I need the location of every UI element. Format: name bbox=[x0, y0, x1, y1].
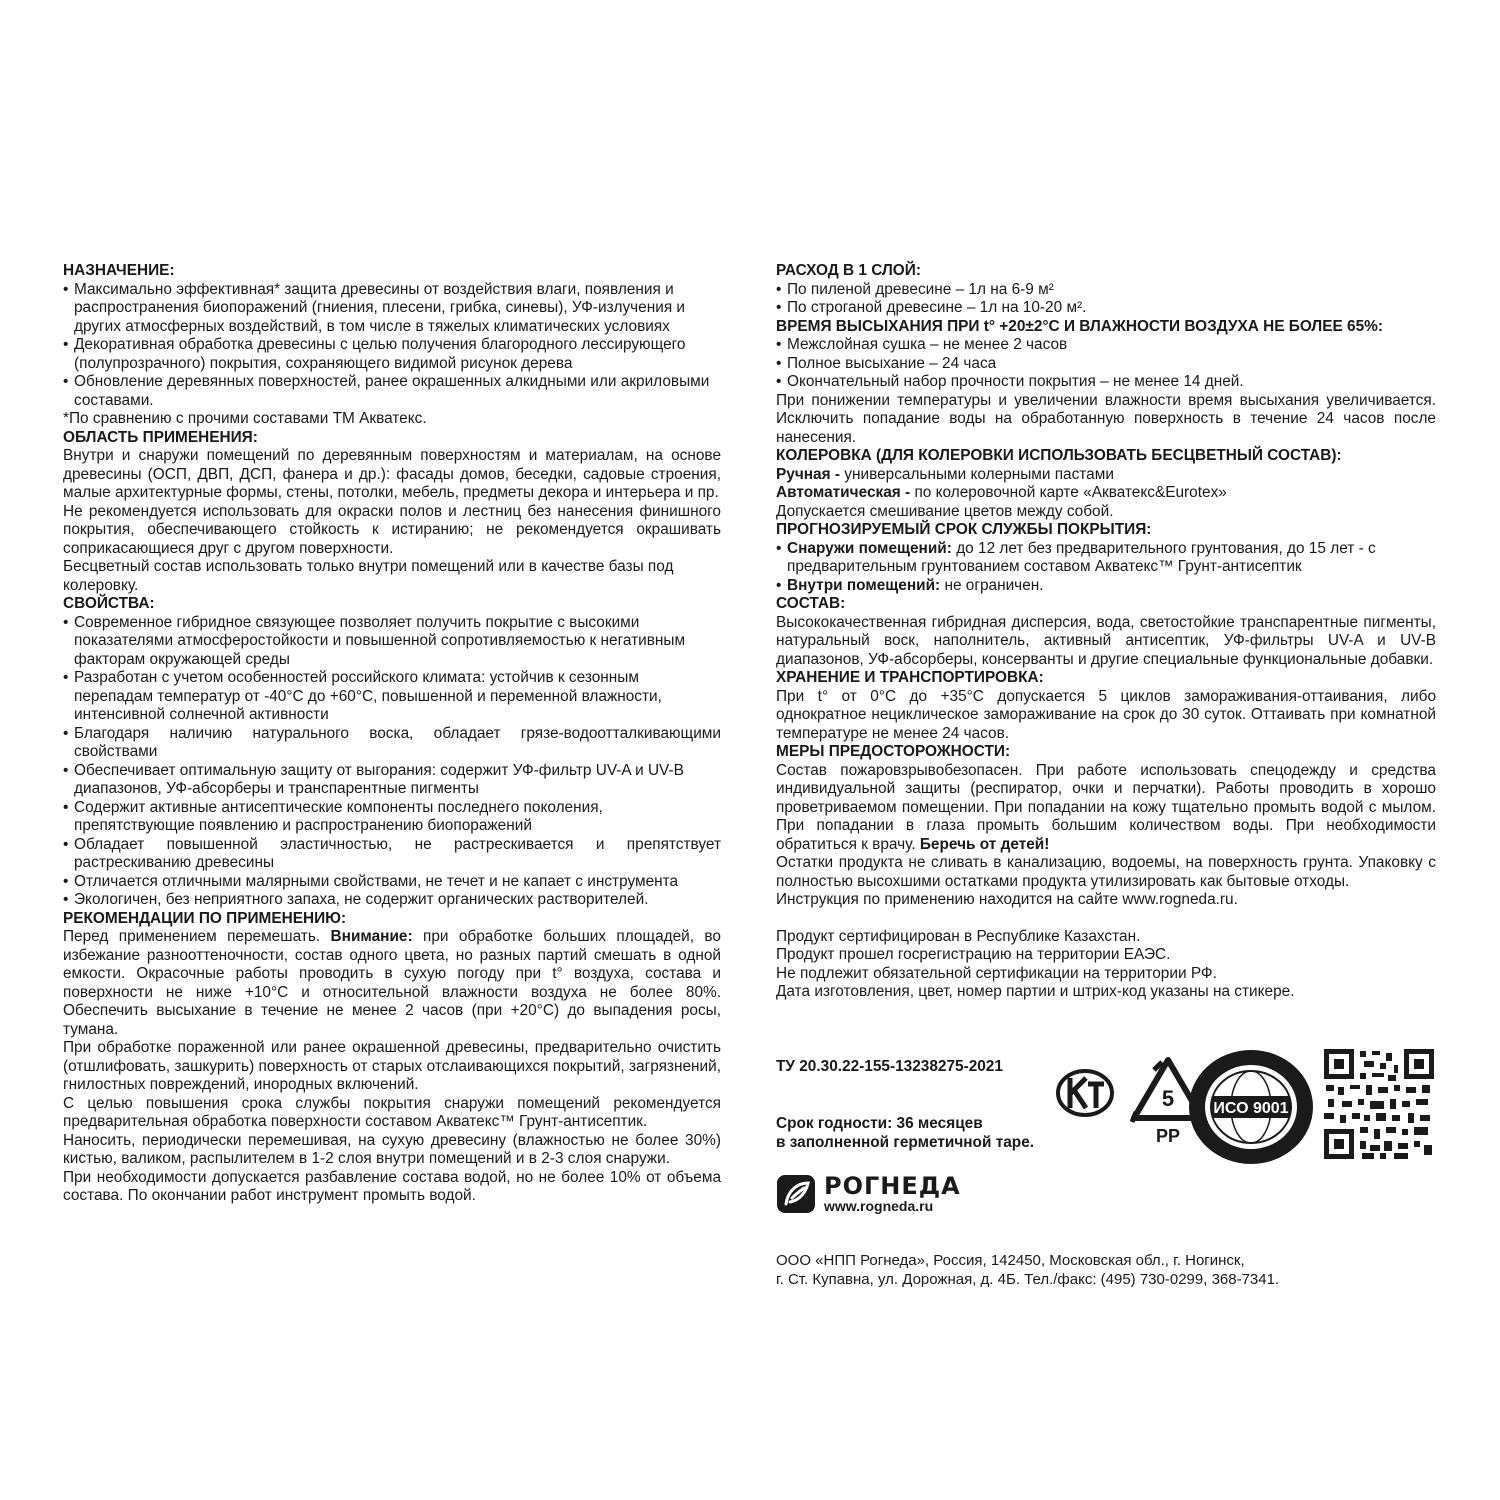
outdoor-label: Снаружи помещений: bbox=[787, 539, 952, 557]
kz-certification-mark-icon bbox=[1056, 1068, 1114, 1118]
bullet-item: • Окончательный набор прочности покрытия – не менее 14 дней. bbox=[776, 373, 1436, 392]
right-column bbox=[776, 262, 1436, 1002]
rogneda-logo-icon bbox=[776, 1174, 816, 1214]
brand-url: www.rogneda.ru bbox=[824, 1198, 934, 1214]
paragraph: Наносить, периодически перемешивая, на сухую древесину (влажностью не более 30%) кистью, валиком, распылителем в 1-2 слоя внутри помещений и в 2-3 слоя снаружи. bbox=[63, 1131, 721, 1167]
paragraph: Высококачественная гибридная дисперсия, вода, светостойкие транспарентные пигменты, натуральный воск, наполнитель, активный антисептик, УФ-фильтры UV-A и UV-B диапазонов, УФ-абсорберы, консерванты и другие специальные функциональные добавки. bbox=[776, 613, 1436, 668]
iso-label: ИСО 9001 bbox=[1213, 1100, 1289, 1117]
brand-name: РОГНЕДА bbox=[824, 1172, 961, 1200]
section-title-tinting: КОЛЕРОВКА (ДЛЯ КОЛЕРОВКИ ИСПОЛЬЗОВАТЬ БЕСЦВЕТНЫЙ СОСТАВ): bbox=[776, 447, 1342, 464]
bullet-item: • Обладает повышенной эластичностью, не растрескивается и препятствует растрескиванию древесины bbox=[63, 836, 721, 873]
section-title-service-life: ПРОГНОЗИРУЕМЫЙ СРОК СЛУЖБЫ ПОКРЫТИЯ: bbox=[776, 521, 1152, 538]
paragraph: При t° от 0°С до +35°С допускается 5 циклов замораживания-оттаивания, либо однократное нециклическое замораживание на срок до 30 суток. Оттаивать при комнатной температуре не менее 24 часов. bbox=[776, 687, 1436, 742]
cert-line: Продукт сертифицирован в Республике Казахстан. bbox=[776, 927, 1141, 945]
bullet-item: • Декоративная обработка древесины с целью получения благородного лессирующего (полупрозрачного) покрытия, сохраняющего видимой рисунок дерева bbox=[63, 336, 721, 373]
tinting-line bbox=[776, 484, 1436, 503]
shelf-life bbox=[776, 1114, 1034, 1152]
section-title-precautions: МЕРЫ ПРЕДОСТОРОЖНОСТИ: bbox=[776, 743, 1011, 760]
section-title-consumption: РАСХОД В 1 СЛОЙ: bbox=[776, 262, 921, 279]
paragraph-text: Перед применением перемешать. bbox=[63, 928, 321, 945]
keep-from-children: Беречь от детей! bbox=[919, 835, 1050, 853]
shelf-life-line: Срок годности: 36 месяцев bbox=[776, 1115, 983, 1132]
bullet-item bbox=[776, 540, 1436, 577]
paragraph-text: при обработке больших площадей, во избежание разнооттеночности, состав одного цвета, но разных партий смешать в одной емкости. Окрасочные работы проводить в сухую погоду при t° воздуха, состава и поверхности не ниже +10°С и относительной влажности воздуха не более 80%. Обеспечить высыхание в течение не менее 2 часов (при +20°С) до выпадения росы, тумана. bbox=[63, 928, 721, 1038]
paragraph-text: Состав пожаровзрывобезопасен. При работе использовать спецодежду и средства индивидуальной защиты (респиратор, очки и перчатки). Работы проводить в хорошо проветриваемом помещении. При попадании на кожу тщательно промыть водой с мылом. При попадании в глаза промыть большим количеством воды. При необходимости обратиться к врачу. bbox=[776, 761, 1436, 853]
paragraph: Допускается смешивание цветов между собой. bbox=[776, 502, 1114, 520]
tinting-auto-label: Автоматическая - bbox=[776, 484, 911, 501]
cert-line: Продукт прошел госрегистрацию на территории ЕАЭС. bbox=[776, 946, 1171, 963]
indoor-text: не ограничен. bbox=[944, 576, 1044, 594]
address-line: г. Ст. Купавна, ул. Дорожная, д. 4Б. Тел./факс: (495) 730-0299, 368-7341. bbox=[776, 1270, 1280, 1288]
paragraph: Не рекомендуется использовать для окраски полов и лестниц без нанесения финишного покрытия, обеспечивающего стойкость к истиранию; не рекомендуется окрашивать соприкасающиеся друг с другом поверхности. bbox=[63, 502, 721, 557]
company-address bbox=[776, 1252, 1436, 1289]
address-line: ООО «НПП Рогнеда», Россия, 142450, Московская обл., г. Ногинск, bbox=[776, 1252, 1245, 1269]
bullet-item: • Содержит активные антисептические компоненты последнего поколения, препятствующие появлению и распространению биопоражений bbox=[63, 799, 721, 836]
paragraph: При понижении температуры и увеличении влажности время высыхания увеличивается. Исключить попадание воды на обработанную поверхность в течение 24 часов после нанесения. bbox=[776, 391, 1436, 446]
brand-logo bbox=[776, 1174, 1016, 1218]
bullet-item: • По строганой древесине – 1л на 10-20 м². bbox=[776, 299, 1436, 318]
paragraph: При обработке пораженной или ранее окрашенной древесины, предварительно очистить (отшлифовать, зашкурить) поверхность от старых отслаивающихся покрытий, загрязнений, гнилостных повреждений, инородных включений. bbox=[63, 1039, 721, 1093]
section-title-composition: СОСТАВ: bbox=[776, 595, 846, 612]
paragraph: С целью повышения срока службы покрытия снаружи помещений рекомендуется предварительная обработка поверхности составом Акватекс™ Грунт-антисептик. bbox=[63, 1094, 721, 1130]
recycle-number: 5 bbox=[1161, 1086, 1175, 1111]
bullet-item: • Межслойная сушка – не менее 2 часов bbox=[776, 336, 1436, 355]
section-title-purpose: НАЗНАЧЕНИЕ: bbox=[63, 262, 175, 279]
qr-code-icon bbox=[1324, 1049, 1434, 1159]
section-title-drying: ВРЕМЯ ВЫСЫХАНИЯ ПРИ t° +20±2°С И ВЛАЖНОСТИ ВОЗДУХА НЕ БОЛЕЕ 65%: bbox=[776, 317, 1383, 335]
attention-label: Внимание: bbox=[330, 928, 413, 945]
paragraph: Инструкция по применению находится на сайте www.rogneda.ru. bbox=[776, 891, 1238, 908]
tech-spec: ТУ 20.30.22-155-13238275-2021 bbox=[776, 1058, 1003, 1075]
bullet-item: • Современное гибридное связующее позволяет получить покрытие с высокими показателями атмосферостойкости и повышенной сопротивляемостью к негативным факторам окружающей среды bbox=[63, 614, 721, 670]
iso-9001-seal-icon bbox=[1186, 1048, 1316, 1166]
marks-row bbox=[776, 1048, 1436, 1168]
paragraph-precautions bbox=[776, 762, 1436, 855]
left-column bbox=[63, 262, 721, 1206]
bullet-item: • Отличается отличными малярными свойствами, не течет и не капает с инструмента bbox=[63, 873, 721, 892]
paragraph-attention bbox=[63, 928, 721, 1039]
paragraph: При необходимости допускается разбавление состава водой, но не более 10% от объема состава. По окончании работ инструмент промыть водой. bbox=[63, 1168, 721, 1204]
paragraph: Остатки продукта не сливать в канализацию, водоемы, на поверхность грунта. Упаковку с полностью высохшими остатками продукта утилизировать как бытовые отходы. bbox=[776, 854, 1436, 890]
bullet-item: • Разработан с учетом особенностей российского климата: устойчив к сезонным перепадам температур от -40°С до +60°С, повышенной и переменной влажности, интенсивной солнечной активности bbox=[63, 669, 721, 725]
bullet-item: • Обновление деревянных поверхностей, ранее окрашенных алкидными или акриловыми составами. bbox=[63, 373, 721, 410]
footnote: *По сравнению с прочими составами ТМ Акватекс. bbox=[63, 410, 427, 427]
cert-line: Дата изготовления, цвет, номер партии и штрих-код указаны на стикере. bbox=[776, 983, 1295, 1000]
bullet-item: • Полное высыхание – 24 часа bbox=[776, 355, 1436, 374]
section-title-recommendations: РЕКОМЕНДАЦИИ ПО ПРИМЕНЕНИЮ: bbox=[63, 909, 347, 927]
bullet-item: • Обеспечивает оптимальную защиту от выгорания: содержит УФ-фильтр UV-A и UV-B диапазонов, УФ-абсорберы и транспарентные пигменты bbox=[63, 762, 721, 799]
section-title-storage: ХРАНЕНИЕ И ТРАНСПОРТИРОВКА: bbox=[776, 669, 1044, 686]
outdoor-text: до 12 лет без предварительного грунтования, до 15 лет - с предварительным грунтованием составом Акватекс™ Грунт-антисептик bbox=[787, 539, 1376, 575]
bullet-item: • По пиленой древесине – 1л на 6-9 м² bbox=[776, 281, 1436, 300]
tinting-auto-text: по колеровочной карте «Акватекс&Eurotex» bbox=[914, 484, 1227, 501]
paragraph: Бесцветный состав использовать только внутри помещений или в качестве базы под колеровку. bbox=[63, 558, 674, 594]
paragraph: Внутри и снаружи помещений по деревянным поверхностям и материалам, на основе древесины (ОСП, ДВП, ДСП, фанера и др.): фасады домов, беседки, садовые строения, малые архитектурные формы, стены, потолки, мебель, предметы декора и интерьера и пр. bbox=[63, 447, 721, 501]
recycle-code: PP bbox=[1155, 1126, 1181, 1146]
bullet-item bbox=[776, 577, 1436, 596]
shelf-life-line: в заполненной герметичной таре. bbox=[776, 1134, 1035, 1151]
tinting-manual-text: универсальными колерными пастами bbox=[844, 465, 1114, 483]
tinting-manual-label: Ручная - bbox=[776, 465, 840, 483]
section-title-properties: СВОЙСТВА: bbox=[63, 595, 155, 612]
bullet-item: • Благодаря наличию натурального воска, обладает грязе-водоотталкивающими свойствами bbox=[63, 725, 721, 762]
cert-line: Не подлежит обязательной сертификации на территории РФ. bbox=[776, 964, 1217, 982]
section-title-application: ОБЛАСТЬ ПРИМЕНЕНИЯ: bbox=[63, 428, 258, 446]
indoor-label: Внутри помещений: bbox=[787, 576, 941, 594]
tinting-line bbox=[776, 466, 1436, 485]
bullet-item: • Максимально эффективная* защита древесины от воздействия влаги, появления и распространения биопоражений (гниения, плесени, грибка, синевы), УФ-излучения и других атмосферных воздействий, в том числе в тяжелых климатических условиях bbox=[63, 281, 721, 337]
bullet-item: • Экологичен, без неприятного запаха, не содержит органических растворителей. bbox=[63, 891, 721, 910]
